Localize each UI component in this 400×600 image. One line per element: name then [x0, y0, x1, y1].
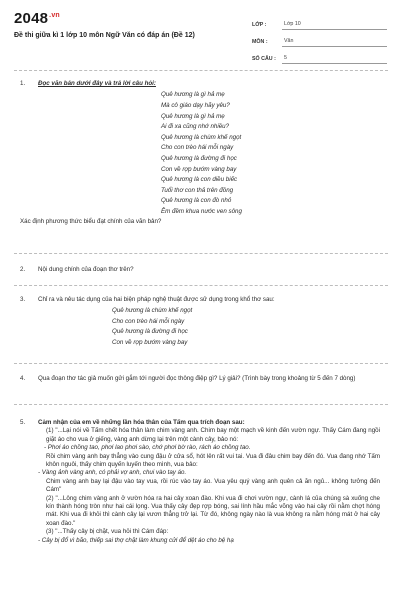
passage-paragraph: Rồi chim vàng anh bay thẳng vào cung đậu ở cửa sổ, hót lên rất vui tai. Vua đi đâu chim bay đến đó. Vua đang nhớ Tấm khôn nguôi, thấy chim quyến luyến theo mình, vua bảo: — [46, 452, 380, 469]
logo-text: 2048 — [14, 10, 49, 27]
info-value: Lớp 10 — [282, 21, 387, 30]
question-4 — [20, 375, 380, 383]
question-2 — [20, 266, 380, 274]
question-number: 3. — [20, 296, 26, 303]
info-label: SỐ CÂU : — [252, 56, 276, 62]
poem-line: Ai đi xa cũng nhớ nhiều? — [161, 123, 230, 131]
poem — [161, 90, 380, 217]
poem-line: Cho con trèo hái mỗi ngày — [161, 144, 234, 152]
question-text: Nội dung chính của đoạn thơ trên? — [38, 266, 134, 273]
divider — [14, 253, 388, 254]
passage-paragraph: - Cây bị đổ vì bão, thiếp sai thợ chặt làm khung cửi để dệt áo cho bệ hạ — [38, 536, 234, 544]
passage-paragraph: (3) "...Thấy cây bị chặt, vua hỏi thì Cám đáp: — [46, 528, 169, 536]
passage-paragraph: (2) "...Lông chim vàng anh ở vườn hóa ra hai cây xoan đào. Khi vua đi chơi vườn ngự, cành lá của chúng sà xuống che kín thành hóng tròn như hai cái lọng. Vua thấy cây đẹp rợp bóng, sai lính hầu mắc võng vào hai cây rồi nằm chợt hóng mát. Khi vua đi khỏi thì cành cây lại vươn thẳng trở lại. Từ đó, không ngày nào là vua không ra nằm hóng mát ở hai cây xoan đào." — [46, 494, 380, 527]
info-label: LỚP : — [252, 22, 267, 28]
page-title: Đề thi giữa kì 1 lớp 10 môn Ngữ Văn có đáp án (Đề 12) — [14, 32, 195, 39]
question-number: 4. — [20, 375, 26, 382]
passage-paragraph: Chim vàng anh bay lại đậu vào tay vua, rồi rúc vào tay áo. Vua yêu quý vàng anh quên cả ăn ngủ... không tưởng đến Cám" — [46, 477, 380, 494]
question-1 — [20, 80, 380, 226]
info-row-count — [252, 50, 387, 64]
poem-line: Mà cô giáo dạy hãy yêu? — [161, 102, 230, 109]
divider — [14, 363, 388, 364]
question-number: 2. — [20, 266, 26, 273]
divider — [14, 404, 388, 405]
question-3 — [20, 296, 380, 348]
poem-line: Quê hương là gì hả mẹ — [161, 91, 225, 99]
poem-line: Con về rợp bướm vàng bay — [112, 338, 188, 346]
question-prompt: Đọc văn bản dưới đây và trả lời câu hỏi: — [38, 80, 156, 87]
poem — [112, 306, 380, 348]
question-ask: Xác định phương thức biểu đạt chính của văn bản? — [20, 217, 162, 225]
question-number: 5. — [20, 419, 26, 426]
poem-line: Êm đềm khua nước ven sông — [161, 207, 242, 215]
logo-suffix: .vn — [49, 12, 60, 19]
poem-line: Quê hương là chùm khế ngọt — [112, 307, 193, 315]
divider — [14, 70, 388, 71]
info-row-subject — [252, 33, 387, 47]
poem-line: Quê hương là con đò nhỏ — [161, 197, 232, 205]
poem-line: Cho con trèo hái mỗi ngày — [112, 317, 185, 325]
info-value: 5 — [282, 55, 387, 64]
divider — [14, 285, 388, 286]
poem-line: Tuổi thơ con thả trên đồng — [161, 186, 234, 194]
poem-line: Quê hương là chùm khế ngọt — [161, 133, 242, 141]
question-text: Qua đoạn thơ tác giả muốn gửi gắm tới người đọc thông điệp gì? Lý giải? (Trình bày trong khoảng từ 5 đến 7 dòng) — [38, 375, 356, 382]
poem-line: Con về rợp bướm vàng bay — [161, 165, 237, 173]
exam-info-panel — [252, 16, 387, 67]
poem-line: Quê hương là đường đi học — [112, 328, 188, 336]
info-label: MÔN : — [252, 39, 268, 45]
site-logo[interactable] — [14, 10, 60, 27]
question-text: Chỉ ra và nêu tác dụng của hai biện pháp nghệ thuật được sử dụng trong khổ thơ sau: — [38, 296, 275, 303]
poem-line: Quê hương là con diều biếc — [161, 176, 238, 184]
question-5 — [20, 419, 380, 545]
passage-paragraph: - Phơi áo chồng tao, phơi lao phơi sào, chớ phơi bờ rào, rách áo chồng tao. — [44, 444, 251, 452]
passage-paragraph: - Vàng ảnh vàng anh, có phải vợ anh, chui vào tay áo. — [38, 469, 187, 477]
info-value: Văn — [282, 38, 387, 47]
poem-line: Quê hương là đường đi học — [161, 154, 237, 162]
question-title: Cảm nhận của em về những lần hóa thân của Tấm qua trích đoạn sau: — [38, 419, 245, 426]
poem-line: Quê hương là gì hả mẹ — [161, 112, 225, 120]
question-number: 1. — [20, 80, 26, 87]
passage-paragraph: (1) "...Lại nói về Tấm chết hóa thân làm chim vàng anh. Chim bay một mạch về kinh đến vườn ngự. Thấy Cám đang ngồi giặt áo cho vua ở giếng, vàng anh dừng lại trên một cành cây, bảo nó: — [46, 427, 380, 443]
info-row-class — [252, 16, 387, 30]
